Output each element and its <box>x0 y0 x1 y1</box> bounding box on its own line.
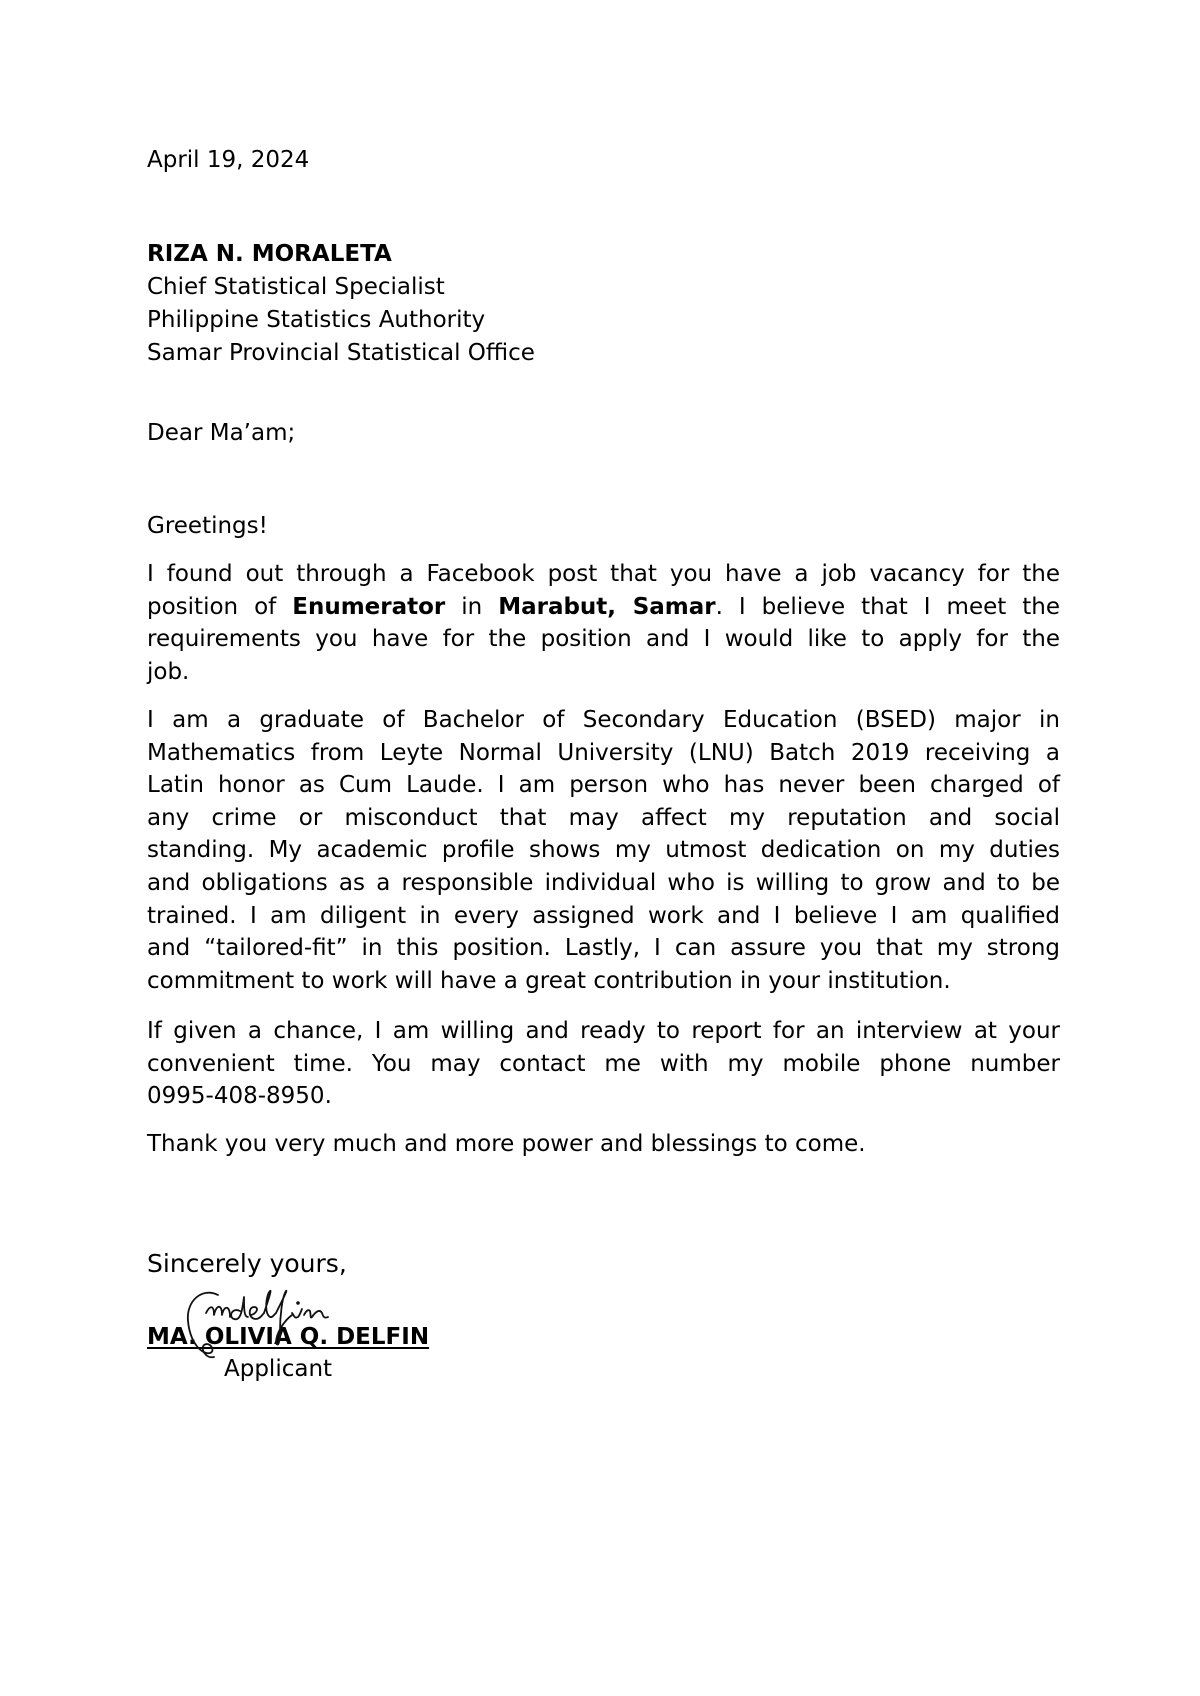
paragraph-line: Latin honor as Cum Laude. I am person who has never been charged of <box>147 772 1060 799</box>
paragraph-line: Mathematics from Leyte Normal University (LNU) Batch 2019 receiving a <box>147 739 1060 766</box>
complimentary-close: Sincerely yours, <box>147 1249 347 1278</box>
paragraph-line: If given a chance, I am willing and ready to report for an interview at your <box>147 1018 1060 1044</box>
paragraph-line: commitment to work will have a great contribution in your institution. <box>147 967 951 994</box>
paragraph-intro-line: job. <box>147 658 190 685</box>
paragraph-line: and “tailored-fit” in this position. Lastly, I can assure you that my strong <box>147 935 1060 962</box>
handwritten-signature <box>180 1283 350 1363</box>
signer-name: MA. OLIVIA Q. DELFIN <box>147 1324 430 1350</box>
position-name: Enumerator <box>292 593 446 620</box>
recipient-name: RIZA N. MORALETA <box>147 241 392 267</box>
paragraph-intro <box>147 558 1060 688</box>
recipient-organization: Philippine Statistics Authority <box>147 307 486 333</box>
paragraph-intro-line <box>147 591 1060 624</box>
paragraph-availability <box>147 1015 1060 1113</box>
text-fragment: . I believe that I meet the <box>715 593 1060 620</box>
greeting: Greetings! <box>147 513 268 539</box>
recipient-office: Samar Provincial Statistical Office <box>147 340 535 366</box>
paragraph-line: and obligations as a responsible individual who is willing to grow and to be <box>147 869 1060 896</box>
paragraph-intro-line: requirements you have for the position and I would like to apply for the <box>147 626 1060 653</box>
salutation: Dear Ma’am; <box>147 420 296 446</box>
paragraph-line: convenient time. You may contact me with my mobile phone number <box>147 1050 1060 1077</box>
paragraph-line: any crime or misconduct that may affect my reputation and social <box>147 804 1060 831</box>
paragraph-line: trained. I am diligent in every assigned work and I believe I am qualified <box>147 902 1060 929</box>
signer-role: Applicant <box>224 1356 333 1382</box>
closing-thanks: Thank you very much and more power and blessings to come. <box>147 1131 866 1157</box>
text-fragment: in <box>445 593 499 620</box>
paragraph-line: 0995-408-8950. <box>147 1083 332 1110</box>
paragraph-qualifications <box>147 704 1060 997</box>
text-fragment: position of <box>147 593 293 620</box>
letter-date: April 19, 2024 <box>147 147 310 173</box>
recipient-title: Chief Statistical Specialist <box>147 274 445 300</box>
paragraph-line: standing. My academic profile shows my utmost dedication on my duties <box>147 837 1060 864</box>
paragraph-line: I am a graduate of Bachelor of Secondary Education (BSED) major in <box>147 707 1060 733</box>
location-name: Marabut, Samar <box>498 593 716 620</box>
paragraph-intro-line: I found out through a Facebook post that you have a job vacancy for the <box>147 561 1060 587</box>
